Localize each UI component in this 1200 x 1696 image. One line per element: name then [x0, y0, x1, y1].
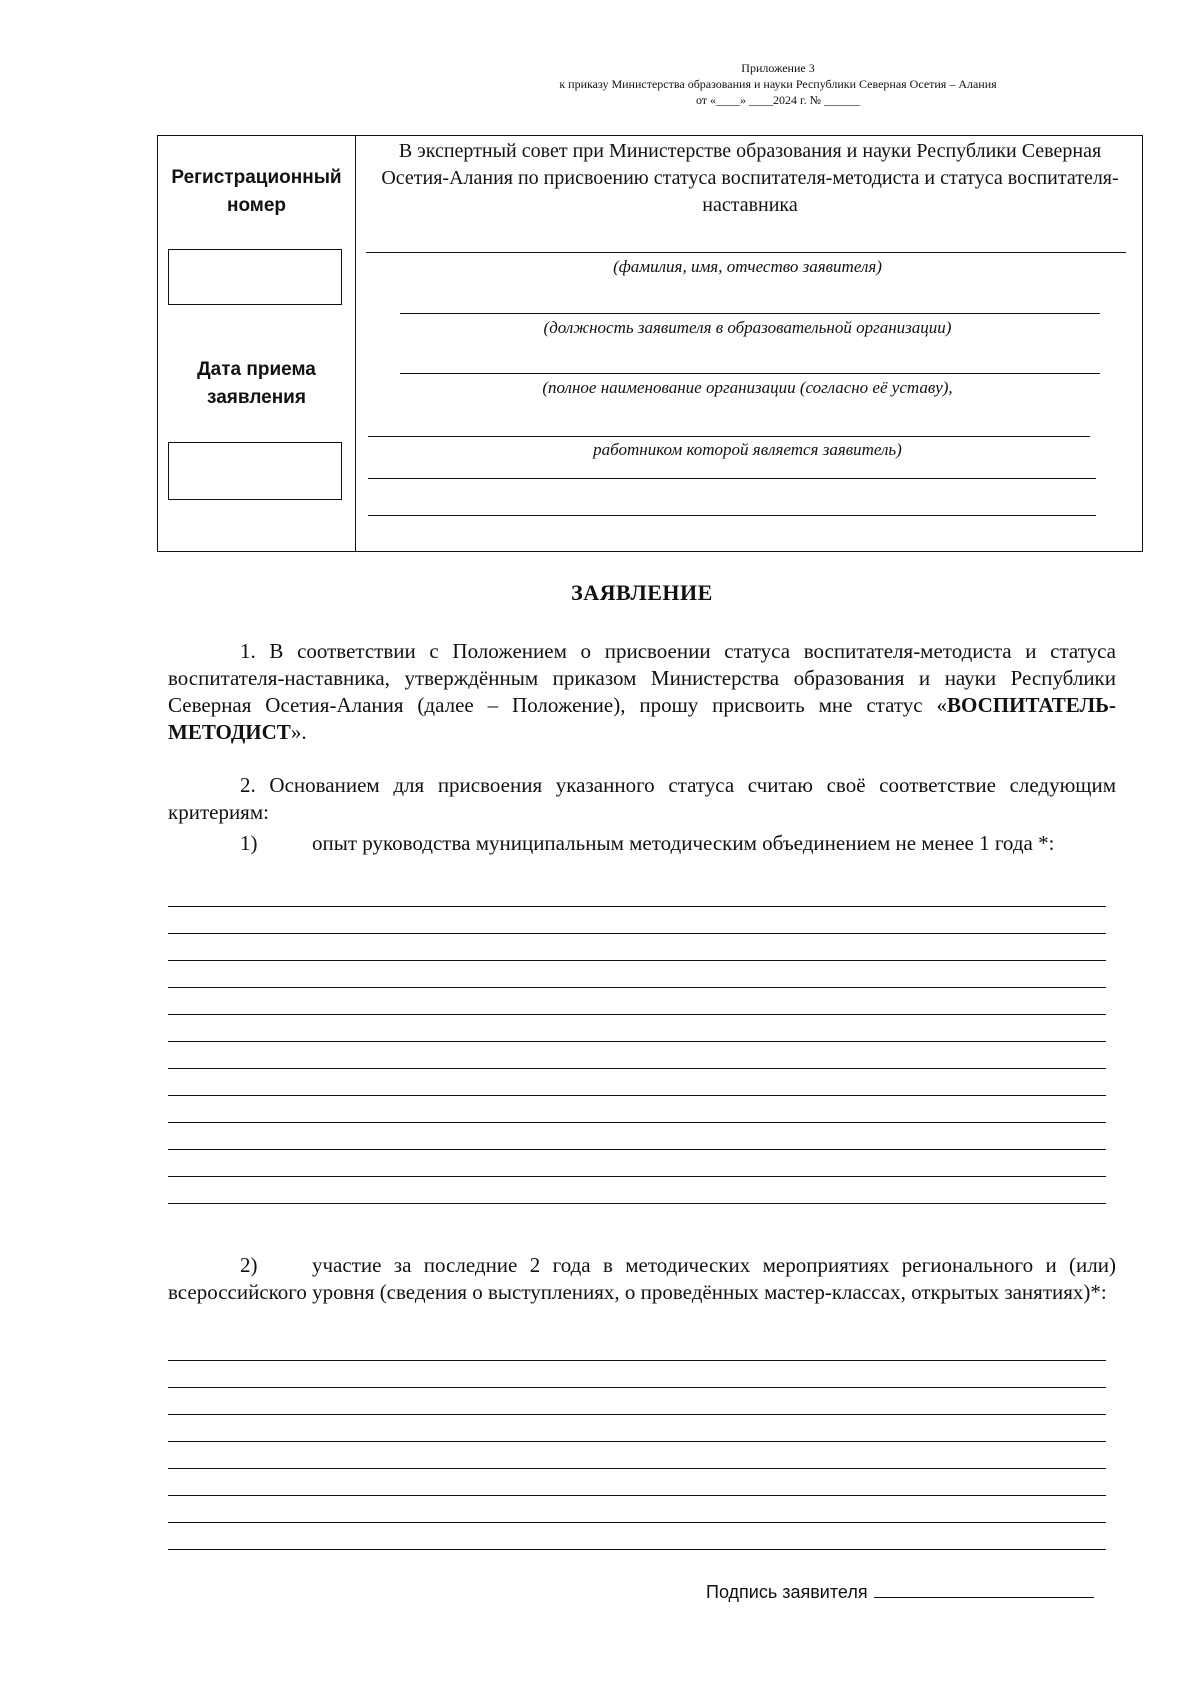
- table-divider: [355, 136, 356, 551]
- criterion-2-number: 2): [240, 1253, 258, 1277]
- receipt-date-field[interactable]: [168, 442, 342, 500]
- answer-line[interactable]: [168, 933, 1106, 934]
- answer-line[interactable]: [168, 1387, 1106, 1388]
- extra-line-1[interactable]: [368, 478, 1096, 479]
- answer-line[interactable]: [168, 1549, 1106, 1550]
- answer-line[interactable]: [168, 1149, 1106, 1150]
- paragraph-1-text: 1. В соответствии с Положением о присвоении статуса воспитателя-методиста и статуса воспитателя-наставника, утверждённым приказом Министерства образования и науки Республики Северная Осетия-Алания (далее – Положение), прошу присвоить мне статус «: [168, 639, 1116, 717]
- applicant-position-line[interactable]: [400, 313, 1100, 314]
- appendix-order-reference: к приказу Министерства образования и науки Республики Северная Осетия – Алания: [559, 77, 997, 91]
- answer-line[interactable]: [168, 906, 1106, 907]
- appendix-header: [468, 60, 1088, 108]
- paragraph-1: [168, 638, 1116, 746]
- registration-number-label: Регистрационный номер: [171, 167, 342, 216]
- registration-number-field[interactable]: [168, 249, 342, 305]
- criterion-2-answer-lines[interactable]: [168, 1360, 1106, 1550]
- answer-line[interactable]: [168, 1414, 1106, 1415]
- answer-line[interactable]: [168, 1468, 1106, 1469]
- criterion-1-text: опыт руководства муниципальным методическим объединением не менее 1 года *:: [312, 831, 1055, 855]
- answer-line[interactable]: [168, 1495, 1106, 1496]
- applicant-name-line[interactable]: [366, 252, 1126, 253]
- appendix-order-date: от «____» ____2024 г. № ______: [695, 93, 861, 107]
- receipt-date-label: Дата приема заявления: [197, 359, 316, 408]
- paragraph-2: 2. Основанием для присвоения указанного статуса считаю своё соответствие следующим критериям:: [168, 773, 1116, 824]
- answer-line[interactable]: [168, 987, 1106, 988]
- appendix-number: Приложение 3: [741, 61, 815, 75]
- criterion-1: [168, 830, 1116, 857]
- signature-block: [706, 1580, 1116, 1604]
- hint-applicant-name: (фамилия, имя, отчество заявителя): [613, 257, 882, 276]
- hint-organization-name: (полное наименование организации (согласно её уставу),: [542, 378, 953, 397]
- criterion-2-text: участие за последние 2 года в методических мероприятиях регионального и (или) всероссийского уровня (сведения о выступлениях, о проведённых мастер-классах, открытых занятиях)*:: [168, 1253, 1116, 1304]
- organization-name-line[interactable]: [400, 373, 1100, 374]
- answer-line[interactable]: [168, 1441, 1106, 1442]
- hint-applicant-position: (должность заявителя в образовательной организации): [543, 318, 952, 337]
- answer-line[interactable]: [168, 1203, 1106, 1204]
- answer-line[interactable]: [168, 1068, 1106, 1069]
- criterion-1-number: 1): [240, 831, 258, 855]
- document-title: ЗАЯВЛЕНИЕ: [571, 580, 713, 605]
- signature-label: Подпись заявителя: [706, 1582, 868, 1602]
- answer-line[interactable]: [168, 1122, 1106, 1123]
- answer-line[interactable]: [168, 1360, 1106, 1361]
- answer-line[interactable]: [168, 1041, 1106, 1042]
- answer-line[interactable]: [168, 1095, 1106, 1096]
- answer-line[interactable]: [168, 960, 1106, 961]
- organization-name-line-2[interactable]: [368, 436, 1090, 437]
- answer-line[interactable]: [168, 1176, 1106, 1177]
- paragraph-1-tail: ».: [290, 720, 307, 744]
- criterion-1-answer-lines[interactable]: [168, 906, 1106, 1204]
- answer-line[interactable]: [168, 1522, 1106, 1523]
- signature-line[interactable]: [874, 1597, 1094, 1598]
- extra-line-2[interactable]: [368, 515, 1096, 516]
- hint-employer: работником которой является заявитель): [593, 440, 902, 459]
- answer-line[interactable]: [168, 1014, 1106, 1015]
- registration-table: [157, 135, 1143, 552]
- addressee-text: В экспертный совет при Министерстве образования и науки Республики Северная Осетия-Алания по присвоению статуса воспитателя-методиста и статуса воспитателя-наставника: [381, 140, 1119, 216]
- requested-status: ВОСПИТАТЕЛЬ-МЕТОДИСТ: [168, 693, 1116, 744]
